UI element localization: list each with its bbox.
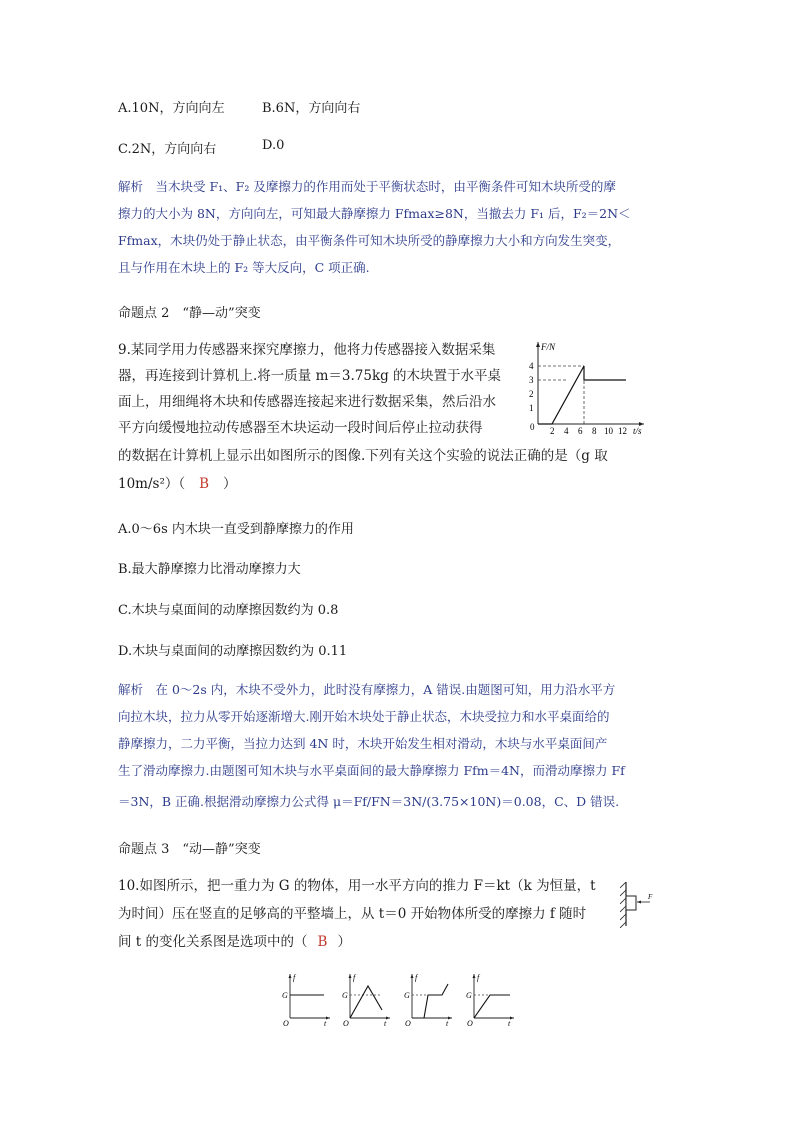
q10-wall-diagram — [620, 880, 660, 928]
section-heading-2: 命题点 2 “静—动”突变 — [118, 306, 261, 321]
q9-explanation-line-2: 向拉木块，拉力从零开始逐渐增大.刚开始木块处于静止状态，木块受拉力和水平桌面给的 — [118, 709, 610, 724]
q9-stem-line-3: 面上，用细绳将木块和传感器连接起来进行数据采集，然后沿水 — [118, 394, 496, 410]
push-force-label: F — [648, 893, 653, 901]
q9-option-a: A.0～6s 内木块一直受到静摩擦力的作用 — [118, 522, 354, 537]
q10-graph-c — [404, 973, 452, 1028]
q10-graph-a-xlabel: t — [324, 1019, 327, 1028]
q10-graph-a-ylabel: f — [293, 973, 296, 982]
q10-graph-d-g: G — [466, 991, 472, 1000]
q9-explanation-line-3: 静摩擦力，二力平衡，当拉力达到 4N 时，木块开始发生相对滑动，木块与水平桌面间产 — [118, 736, 608, 751]
q9-graph-xtick-2: 2 — [550, 426, 555, 436]
q9-stem-line-5: 的数据在计算机上显示出如图所示的图像.下列有关这个实验的说法正确的是（g 取 — [118, 448, 608, 464]
q9-graph-xtick-10: 10 — [604, 426, 613, 436]
q8-option-d: D.0 — [262, 138, 285, 153]
q9-option-b: B.最大静摩擦力比滑动摩擦力大 — [118, 562, 301, 577]
q9-graph-ytick-1: 1 — [529, 403, 534, 413]
q10-stem-tail: 间 t 的变化关系图是选项中的（ — [118, 934, 308, 950]
q10-graph-a-origin: O — [283, 1019, 289, 1028]
q10-graph-d-xlabel: t — [508, 1019, 511, 1028]
q10-stem-line-1: 10.如图所示，把一重力为 G 的物体，用一水平方向的推力 F＝kt（k 为恒量，t — [118, 878, 596, 894]
q9-explanation-line-5: ＝3N，B 正确.根据滑动摩擦力公式得 μ＝Ff/FN＝3N/(3.75×10N)＝0.08，C、D 错误. — [118, 794, 620, 809]
block-object — [626, 896, 636, 910]
q10-graph-b-origin: O — [343, 1019, 349, 1028]
q9-explanation-line-4: 生了滑动摩擦力.由题图可知木块与水平桌面间的最大静摩擦力 Ffm＝4N，而滑动摩擦力 Ff — [118, 763, 625, 778]
q9-graph-xtick-4: 4 — [564, 426, 569, 436]
q10-graph-c-xlabel: t — [446, 1019, 449, 1028]
q9-option-c: C.木块与桌面间的动摩擦因数约为 0.8 — [118, 603, 339, 618]
q10-option-graphs — [278, 968, 528, 1028]
q9-stem-line-6 — [118, 474, 237, 494]
q10-answer: B — [317, 934, 328, 950]
q9-graph-xtick-6: 6 — [578, 426, 583, 436]
q9-stem-line-2: 器，再连接到计算机上.将一质量 m＝3.75kg 的木块置于水平桌 — [118, 368, 502, 384]
q9-explanation-line-1: 解析 在 0～2s 内，木块不受外力，此时没有摩擦力，A 错误.由题图可知，用力沿水平方 — [118, 682, 616, 697]
q10-graph-b-g: G — [342, 991, 348, 1000]
q10-graph-a-g: G — [282, 991, 288, 1000]
q9-graph-force-curve — [538, 366, 626, 424]
q9-graph-ytick-2: 2 — [529, 389, 534, 399]
q9-stem-line-4: 平方向缓慢地拉动传感器至木块运动一段时间后停止拉动获得 — [118, 420, 483, 436]
q10-stem-line-2: 为时间）压在竖直的足够高的平整墙上，从 t＝0 开始物体所受的摩擦力 f 随时 — [118, 906, 587, 922]
q9-stem-tail: 10m/s²）（ — [118, 476, 186, 492]
q9-graph-xtick-8: 8 — [592, 426, 597, 436]
q9-graph-origin: 0 — [530, 422, 535, 432]
q9-force-time-graph — [520, 338, 650, 438]
q9-graph-ytick-4: 4 — [529, 361, 534, 371]
q10-graph-d — [466, 973, 514, 1028]
push-force-arrow — [637, 901, 641, 904]
q9-close-paren: ） — [223, 476, 237, 492]
q8-explanation-line-1: 解析 当木块受 F₁、F₂ 及摩擦力的作用而处于平衡状态时，由平衡条件可知木块所受的摩 — [118, 179, 616, 194]
q9-graph-ytick-3: 3 — [529, 375, 534, 385]
q8-option-b: B.6N，方向向右 — [262, 101, 361, 116]
section-heading-3: 命题点 3 “动—静”突变 — [118, 842, 261, 857]
q10-graph-c-g: G — [404, 991, 410, 1000]
q10-stem-line-3 — [118, 932, 351, 952]
q8-explanation-line-3: Ffmax，木块仍处于静止状态，由平衡条件可知木块所受的静摩擦力大小和方向发生突变， — [118, 233, 621, 248]
q10-graph-d-ylabel: f — [477, 973, 480, 982]
q8-option-a: A.10N，方向向左 — [118, 101, 225, 116]
q10-graph-b — [342, 973, 390, 1028]
q9-graph-y-arrow — [536, 342, 540, 347]
q10-graph-b-xlabel: t — [384, 1019, 387, 1028]
q9-graph-xtick-12: 12 — [618, 426, 627, 436]
q9-graph-xlabel: t/s — [633, 426, 642, 436]
q9-graph-ylabel: F/N — [541, 342, 556, 352]
q10-graph-a — [282, 973, 330, 1028]
q9-answer: B — [199, 476, 210, 492]
q10-graph-c-origin: O — [405, 1019, 411, 1028]
q10-graph-c-ylabel: f — [415, 973, 418, 982]
q9-option-d: D.木块与桌面间的动摩擦因数约为 0.11 — [118, 644, 348, 659]
q8-explanation-line-4: 且与作用在木块上的 F₂ 等大反向，C 项正确. — [118, 260, 370, 275]
q10-graph-b-ylabel: f — [353, 973, 356, 982]
q9-stem-line-1: 9.某同学用力传感器来探究摩擦力，他将力传感器接入数据采集 — [118, 342, 496, 358]
q8-explanation-line-2: 擦力的大小为 8N，方向向左，可知最大静摩擦力 Ffmax≥8N，当撤去力 F₁ 后，F₂＝2N＜ — [118, 206, 631, 221]
q10-graph-d-origin: O — [467, 1019, 473, 1028]
q8-option-c: C.2N，方向向右 — [118, 142, 217, 157]
q10-close-paren: ） — [337, 934, 351, 950]
